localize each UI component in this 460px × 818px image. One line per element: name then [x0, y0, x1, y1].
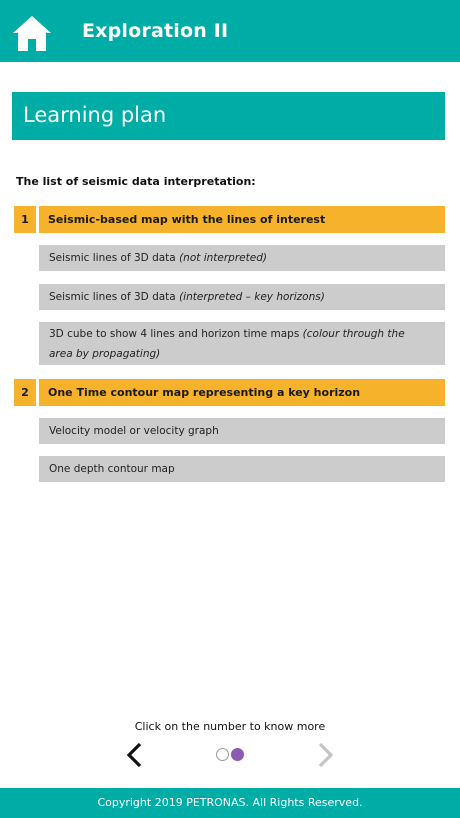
home-icon[interactable]: [12, 14, 52, 52]
subitem-note: (not interpreted): [179, 252, 267, 264]
item-number-2[interactable]: 2: [14, 379, 36, 406]
chevron-right-icon[interactable]: [312, 742, 336, 768]
subitem-text: 3D cube to show 4 lines and horizon time maps: [49, 328, 303, 340]
page-dot-1[interactable]: [216, 748, 229, 761]
subitem-text: One depth contour map: [49, 463, 175, 475]
subitem-2-2: [39, 456, 445, 482]
chevron-left-icon[interactable]: [124, 742, 148, 768]
copyright-bar: [0, 788, 460, 818]
subitem-2-1: [39, 418, 445, 444]
subitem-1-3: [39, 322, 445, 365]
subitem-1-1: [39, 245, 445, 271]
intro-text: The list of seismic data interpretation:: [16, 175, 256, 188]
subitem-text: Seismic lines of 3D data: [49, 252, 180, 264]
subitem-text: Velocity model or velocity graph: [49, 425, 219, 437]
section-title-banner: [12, 92, 445, 140]
top-bar: [0, 0, 460, 62]
copyright-text: Copyright 2019 PETRONAS. All Rights Reserved.: [97, 796, 363, 809]
page-dot-2-active[interactable]: [231, 748, 244, 761]
subitem-note: (colour through the area by propagating): [49, 328, 405, 360]
item-title-1: Seismic-based map with the lines of interest: [39, 206, 445, 233]
footer-hint: Click on the number to know more: [134, 720, 326, 733]
subitem-1-2: [39, 284, 445, 310]
item-number-1[interactable]: 1: [14, 206, 36, 233]
subitem-text: Seismic lines of 3D data: [49, 291, 180, 303]
subitem-note: (interpreted – key horizons): [179, 291, 325, 303]
app-title: Exploration II: [82, 20, 229, 42]
item-title-2: One Time contour map representing a key horizon: [39, 379, 445, 406]
section-title: Learning plan: [23, 103, 167, 127]
